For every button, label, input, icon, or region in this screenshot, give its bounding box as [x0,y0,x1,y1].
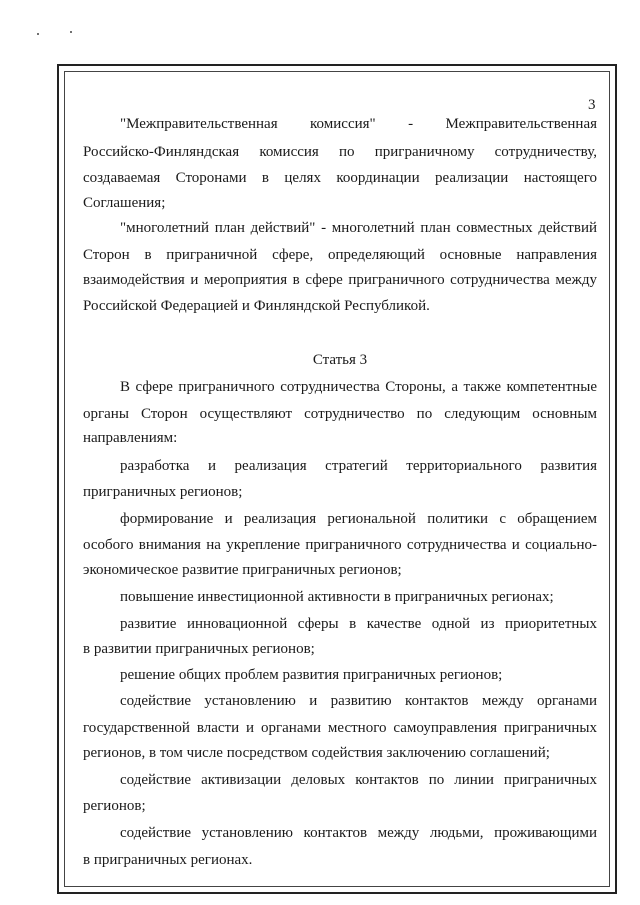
text-line: содействие активизации деловых контактов по линии приграничных [120,772,597,788]
text-line: разработка и реализация стратегий территориального развития [120,458,597,474]
article-heading: Статья 3 [312,352,368,368]
text-line: "многолетний план действий" - многолетний план совместных действий [120,220,597,236]
scan-speck-1 [37,33,39,35]
text-line: в развитии приграничных регионов; [83,641,315,657]
text-line: развитие инновационной сферы в качестве одной из приоритетных [120,616,597,632]
text-line: повышение инвестиционной активности в приграничных регионах; [120,589,554,605]
page-number: 3 [588,97,596,113]
text-line: решение общих проблем развития приграничных регионов; [120,667,503,683]
text-line: содействие установлению контактов между людьми, проживающими [120,825,597,841]
text-line: содействие установлению и развитию контактов между органами [120,693,597,709]
text-line: государственной власти и органами местного самоуправления приграничных [83,720,597,736]
scan-speck-2 [70,31,72,33]
text-line: "Межправительственная комиссия" - Межправительственная [120,116,597,132]
text-line: особого внимания на укрепление приграничного сотрудничества и социально- [83,537,597,553]
text-line: органы Сторон осуществляют сотрудничество по следующим основным [83,406,597,422]
text-line: В сфере приграничного сотрудничества Стороны, а также компетентные [120,379,597,395]
text-line: взаимодействия и мероприятия в сфере приграничного сотрудничества между [83,272,597,288]
text-line: в приграничных регионах. [83,852,253,868]
text-line: Российской Федерацией и Финляндской Республикой. [83,298,430,314]
text-line: формирование и реализация региональной политики с обращением [120,511,597,527]
text-line: Сторон в приграничной сфере, определяющий основные направления [83,247,597,263]
text-line: регионов, в том числе посредством содействия заключению соглашений; [83,745,550,761]
text-line: экономическое развитие приграничных регионов; [83,562,402,578]
text-line: Российско-Финляндская комиссия по приграничному сотрудничеству, [83,144,597,160]
text-line: создаваемая Сторонами в целях координации реализации настоящего [83,170,597,186]
text-line: регионов; [83,798,146,814]
text-line: приграничных регионов; [83,484,243,500]
text-line: направлениям: [83,430,178,446]
text-line: Соглашения; [83,195,166,211]
